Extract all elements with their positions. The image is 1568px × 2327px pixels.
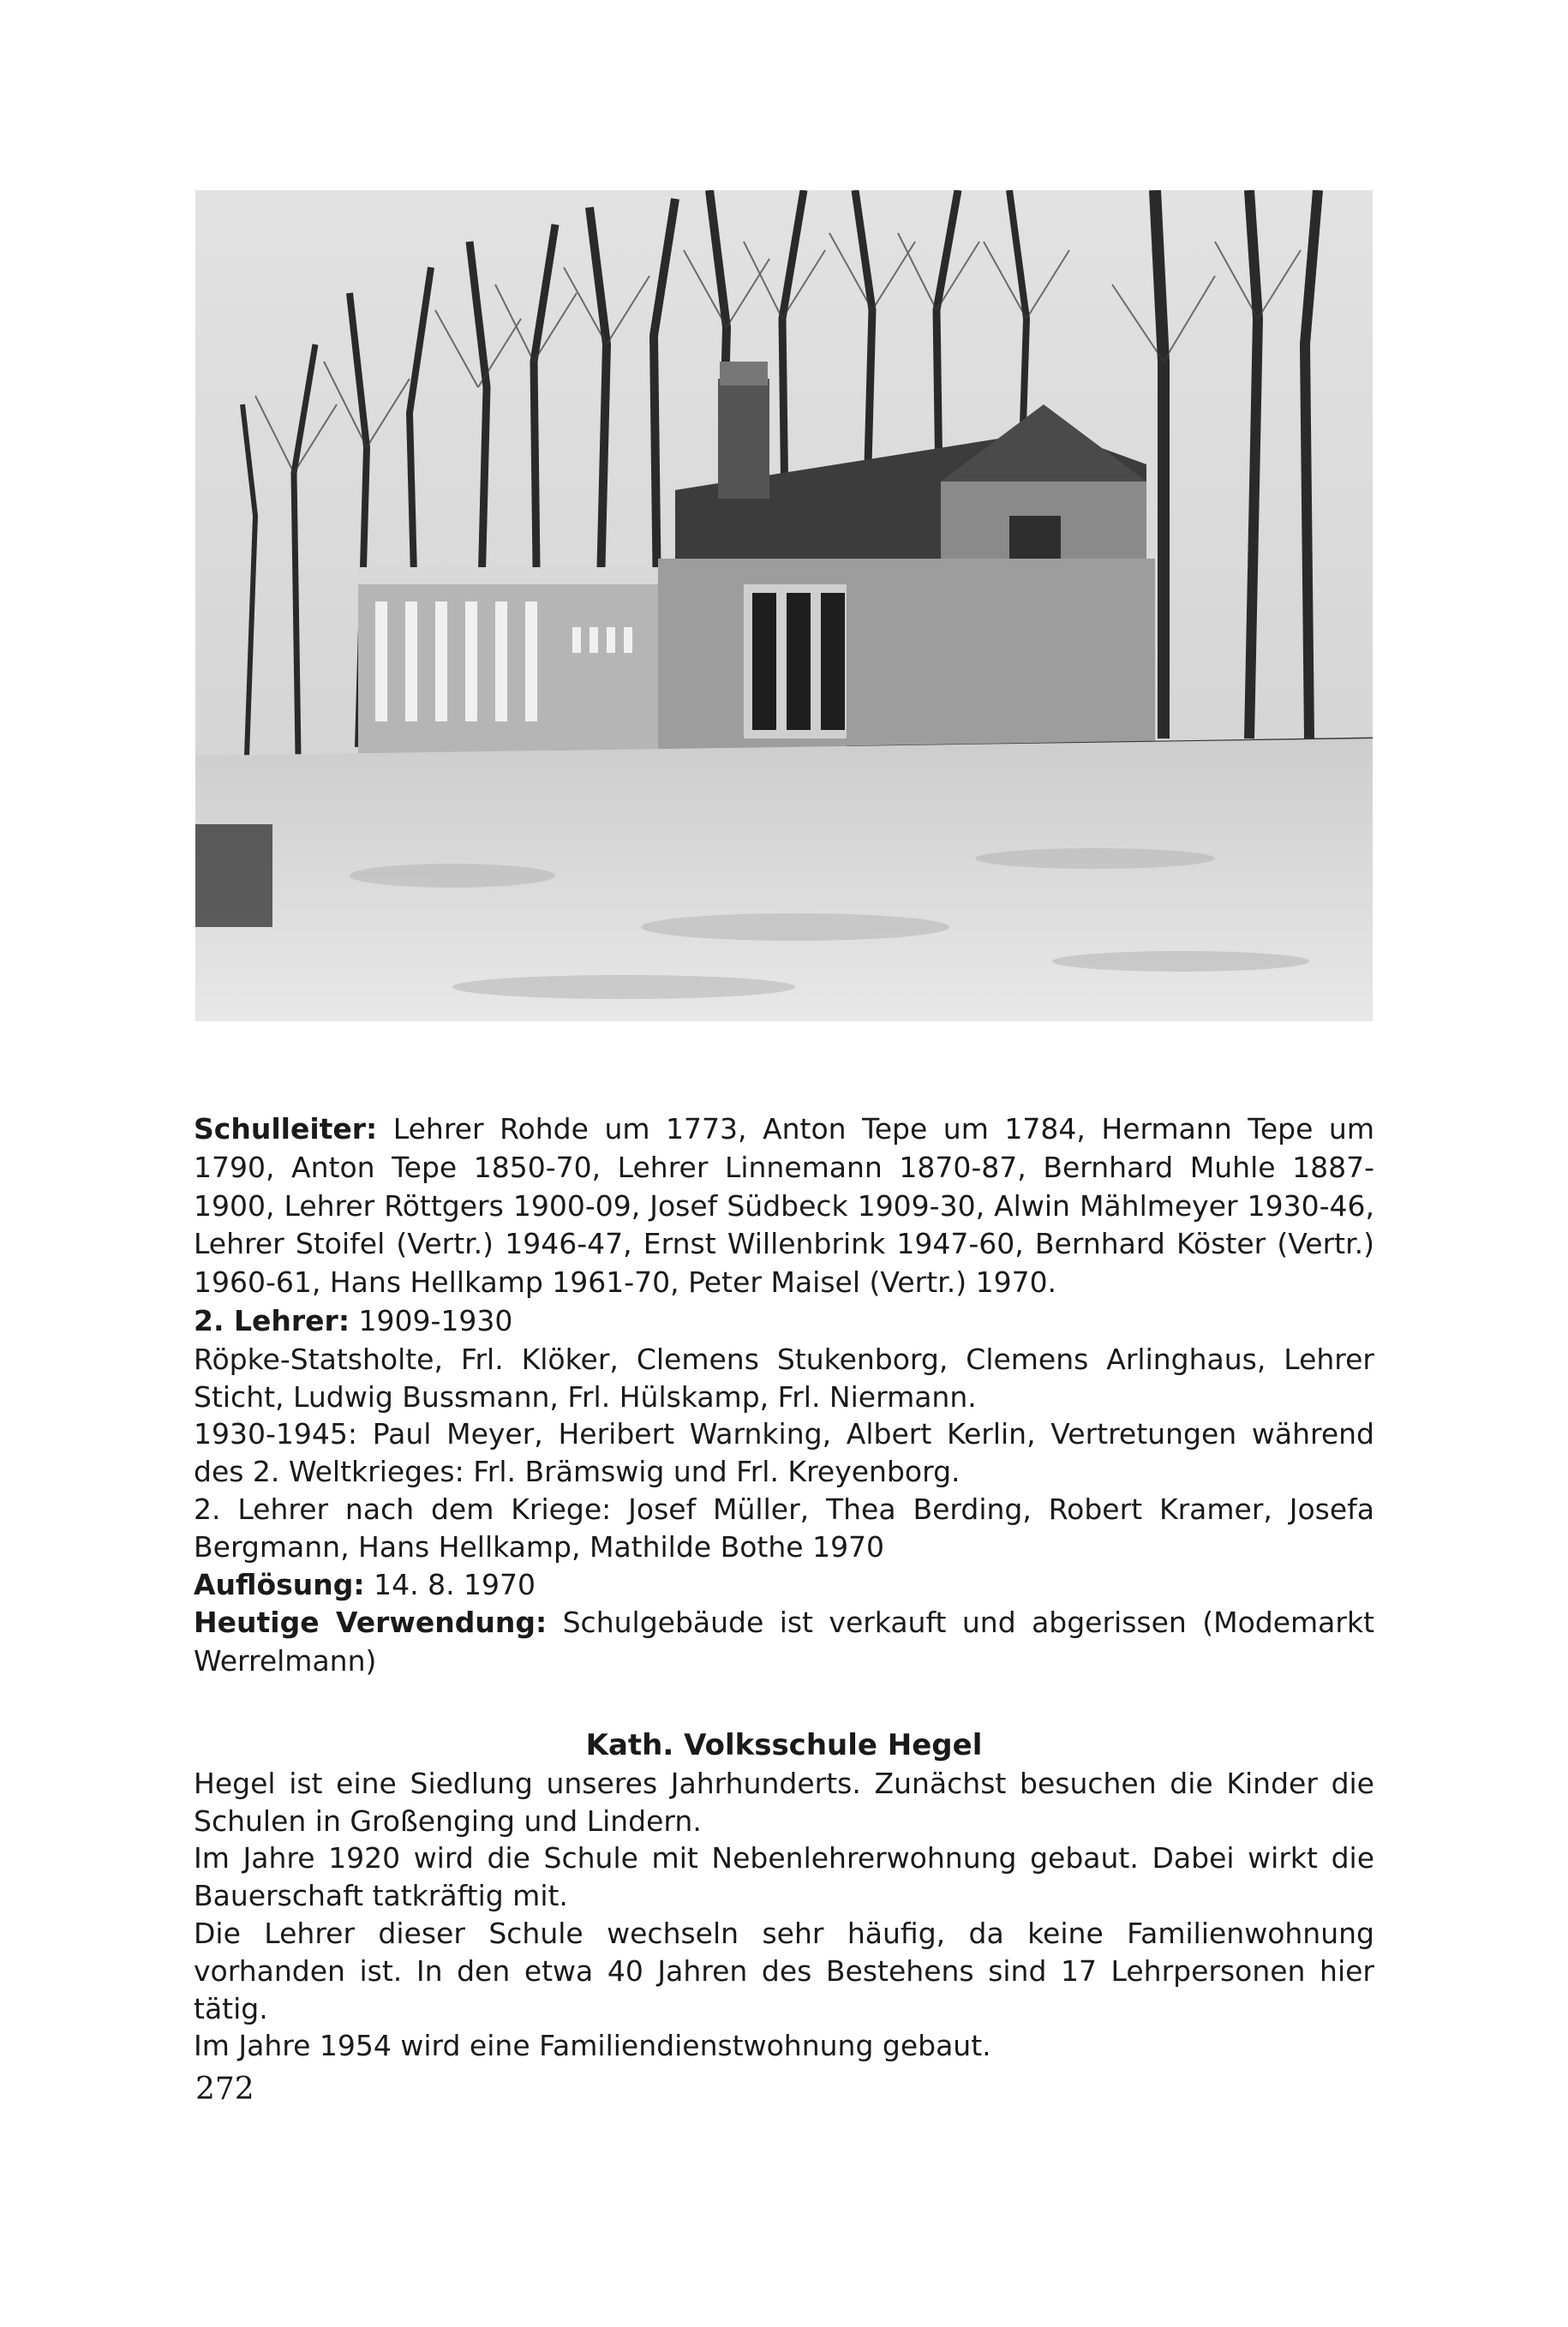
hegel-paragraph-3: Die Lehrer dieser Schule wechseln sehr häufig, da keine Familienwohnung vorhanden ist. In den etwa 40 Jahren des Bestehens sind 17 Lehrpersonen hier tätig. [194, 1916, 1374, 2025]
aufloesung-paragraph [194, 1566, 1374, 1605]
postwar-teachers-paragraph: 2. Lehrer nach dem Kriege: Josef Müller, Thea Berding, Robert Kramer, Josefa Bergmann, Hans Hellkamp, Mathilde Bothe 1970 [194, 1492, 1374, 1564]
lehrer2-text: 1909-1930 [350, 1303, 513, 1337]
school-info-section [194, 1110, 1374, 2065]
schulleiter-text: Lehrer Rohde um 1773, Anton Tepe um 1784, Hermann Tepe um 1790, Anton Tepe 1850-70, Lehrer Linnemann 1870-87, Bernhard Muhle 1887-1900, Lehrer Röttgers 1900-09, Josef Südbeck 1909-30, Alwin Mählmeyer 1930-46, Lehrer Stoifel (Vertr.) 1946-47, Ernst Willenbrink 1947-60, Bernhard Köster (Vertr.) 1960-61, Hans Hellkamp 1961-70, Peter Maisel (Vertr.) 1970. [194, 1112, 1374, 1300]
roepke-paragraph: Röpke-Statsholte, Frl. Klöker, Clemens Stukenborg, Clemens Arlinghaus, Lehrer Sticht, Ludwig Bussmann, Frl. Hülskamp, Frl. Niermann. [194, 1342, 1374, 1414]
verwendung-label: Heutige Verwendung: [194, 1606, 548, 1640]
schulleiter-label: Schulleiter: [194, 1112, 378, 1146]
aufloesung-label: Auflösung: [194, 1567, 365, 1601]
photo-illustration [195, 190, 1373, 1021]
aufloesung-text: 14. 8. 1970 [364, 1567, 536, 1601]
lehrer2-label: 2. Lehrer: [194, 1303, 350, 1337]
verwendung-paragraph [194, 1604, 1374, 1681]
hegel-paragraph-4: Im Jahre 1954 wird eine Familiendienstwohnung gebaut. [194, 2029, 991, 2063]
school-building-photo [195, 190, 1373, 1021]
page-number: 272 [195, 2072, 254, 2107]
lehrer2-paragraph [194, 1302, 1374, 1341]
hegel-paragraph-1: Hegel ist eine Siedlung unseres Jahrhunderts. Zunächst besuchen die Kinder die Schulen in Großenging und Lindern. [194, 1766, 1374, 1838]
schulleiter-paragraph [194, 1110, 1374, 1302]
section-heading: Kath. Volksschule Hegel [585, 1727, 983, 1762]
period-1930-paragraph: 1930-1945: Paul Meyer, Heribert Warnking, Albert Kerlin, Vertretungen während des 2. Weltkrieges: Frl. Brämswig und Frl. Kreyenborg. [194, 1417, 1374, 1489]
verwendung-text: Schulgebäude ist verkauft und abgerissen (Modemarkt Werrelmann) [194, 1606, 1375, 1678]
hegel-paragraph-2: Im Jahre 1920 wird die Schule mit Nebenlehrerwohnung gebaut. Dabei wirkt die Bauerschaft tatkräftig mit. [194, 1841, 1374, 1913]
